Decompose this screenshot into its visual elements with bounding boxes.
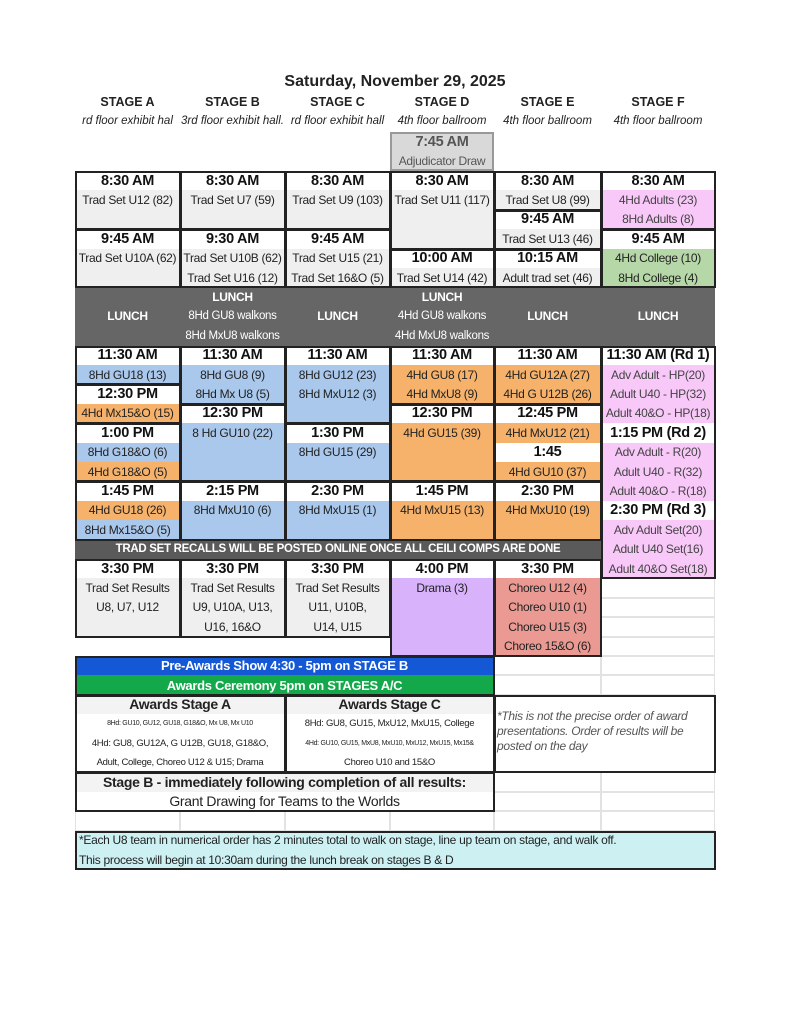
schedule-cell: 4Hd G U12B (26) xyxy=(494,384,601,403)
schedule-cell: Choreo U12 (4) xyxy=(494,578,601,597)
grid-cell xyxy=(601,578,715,597)
schedule-cell: 2:30 PM xyxy=(494,481,601,500)
schedule-cell: U14, U15 xyxy=(285,617,390,636)
grid-cell xyxy=(601,675,715,694)
schedule-cell: 9:45 AM xyxy=(285,229,390,248)
schedule-cell: 4Hd College (10) xyxy=(601,249,715,268)
schedule-cell: Adult 40&O - R(18) xyxy=(601,481,715,500)
stage-name: STAGE A xyxy=(100,95,155,109)
schedule-cell: 4Hd: GU8, GU12A, G U12B, GU18, G18&O, xyxy=(75,734,285,753)
stage-name: STAGE C xyxy=(310,95,365,109)
schedule-cell: 8:30 AM xyxy=(494,171,601,190)
empty-cell xyxy=(75,268,180,287)
grid-cell xyxy=(601,792,715,811)
stage-name: STAGE B xyxy=(205,95,260,109)
schedule-cell: 4Hd Mx15&O (15) xyxy=(75,404,180,423)
schedule-cell: 4Hd MxU15 (13) xyxy=(390,501,494,520)
schedule-cell: 8Hd MxU12 (3) xyxy=(285,384,390,403)
schedule-cell: 8:30 AM xyxy=(285,171,390,190)
schedule-cell: 4Hd GU12A (27) xyxy=(494,365,601,384)
stage-b-note-title: Stage B - immediately following completion of all results: xyxy=(75,772,494,791)
schedule-cell: Adult 40&O Set(18) xyxy=(601,559,715,578)
lunch-block: LUNCH xyxy=(390,287,494,306)
schedule-cell: 8Hd: GU10, GU12, GU18, G18&O, Mx U8, Mx U10 xyxy=(75,714,285,733)
stage-b-note-sub: Grant Drawing for Teams to the Worlds xyxy=(75,792,494,811)
schedule-cell: Trad Set U14 (42) xyxy=(390,268,494,287)
schedule-cell: 3:30 PM xyxy=(75,559,180,578)
grid-cell xyxy=(601,598,715,617)
empty-cell xyxy=(180,443,285,482)
schedule-cell: Trad Set U13 (46) xyxy=(494,229,601,248)
schedule-cell: 12:30 PM xyxy=(75,384,180,403)
grid-cell xyxy=(494,792,601,811)
schedule-cell: 8Hd GU15 (29) xyxy=(285,443,390,462)
schedule-cell: 1:00 PM xyxy=(75,423,180,442)
schedule-cell: 11:30 AM xyxy=(390,346,494,365)
schedule-cell: Trad Set U10A (62) xyxy=(75,249,180,268)
schedule-cell: 4Hd MxU8 (9) xyxy=(390,384,494,403)
lunch-block: LUNCH xyxy=(75,287,180,345)
schedule-cell: Choreo 15&O (6) xyxy=(494,637,601,656)
empty-cell xyxy=(390,210,494,249)
schedule-cell: Trad Set U15 (21) xyxy=(285,249,390,268)
schedule-cell: U11, U10B, xyxy=(285,598,390,617)
schedule-cell: Adv Adult - R(20) xyxy=(601,443,715,462)
pre-awards-banner: Pre-Awards Show 4:30 - 5pm on STAGE B xyxy=(75,656,494,675)
stage-name: STAGE F xyxy=(631,95,685,109)
schedule-cell: Trad Set U8 (99) xyxy=(494,190,601,209)
empty-cell xyxy=(285,404,390,423)
lunch-block: LUNCH xyxy=(285,287,390,345)
schedule-cell: U8, U7, U12 xyxy=(75,598,180,617)
empty-cell xyxy=(285,520,390,539)
schedule-cell: 1:30 PM xyxy=(285,423,390,442)
schedule-cell: Adult 40&O - HP(18) xyxy=(601,404,715,423)
schedule-cell: 1:45 xyxy=(494,443,601,462)
schedule-cell: Choreo U10 (1) xyxy=(494,598,601,617)
schedule-cell: 4Hd Adults (23) xyxy=(601,190,715,209)
footer-note: *Each U8 team in numerical order has 2 minutes total to walk on stage, line up team on stage, and walk off. xyxy=(75,831,715,850)
stage-name: STAGE E xyxy=(520,95,575,109)
schedule-cell: Trad Set Results xyxy=(285,578,390,597)
grid-cell xyxy=(494,675,601,694)
grid-cell xyxy=(601,772,715,791)
schedule-cell: 3:30 PM xyxy=(285,559,390,578)
empty-cell xyxy=(390,598,494,656)
schedule-cell: 4Hd MxU12 (21) xyxy=(494,423,601,442)
stage-location: 4th floor ballroom xyxy=(503,115,592,127)
schedule-cell: 11:30 AM xyxy=(180,346,285,365)
schedule-cell: 4Hd G18&O (5) xyxy=(75,462,180,481)
grid-cell xyxy=(285,811,390,830)
adjudicator-label: Adjudicator Draw xyxy=(390,152,494,171)
empty-cell xyxy=(180,210,285,229)
schedule-cell: 9:45 AM xyxy=(494,210,601,229)
adjudicator-time: 7:45 AM xyxy=(390,132,494,151)
grid-cell xyxy=(494,772,601,791)
recalls-banner: TRAD SET RECALLS WILL BE POSTED ONLINE ONCE ALL CEILI COMPS ARE DONE xyxy=(75,540,601,559)
schedule-cell: 3:30 PM xyxy=(180,559,285,578)
schedule-cell: 8Hd GU8 walkons xyxy=(180,307,285,326)
schedule-cell: Adult U40 - HP(32) xyxy=(601,384,715,403)
schedule-cell: 8Hd Adults (8) xyxy=(601,210,715,229)
schedule-cell: 8Hd: GU8, GU15, MxU12, MxU15, College xyxy=(285,714,494,733)
schedule-cell: Trad Set U9 (103) xyxy=(285,190,390,209)
schedule-cell: 8:30 AM xyxy=(390,171,494,190)
schedule-cell: Trad Set U7 (59) xyxy=(180,190,285,209)
schedule-cell: 4Hd MxU8 walkons xyxy=(390,326,494,345)
stage-location: 4th floor ballroom xyxy=(397,115,487,127)
schedule-cell: 1:45 PM xyxy=(390,481,494,500)
schedule-cell: 4:00 PM xyxy=(390,559,494,578)
schedule-cell: 4Hd GU10 (37) xyxy=(494,462,601,481)
schedule-cell: 2:30 PM (Rd 3) xyxy=(601,501,715,520)
empty-cell xyxy=(390,520,494,539)
grid-cell xyxy=(494,811,601,830)
schedule-cell: Trad Set U12 (82) xyxy=(75,190,180,209)
schedule-cell: 8Hd GU8 (9) xyxy=(180,365,285,384)
schedule-cell: 8:30 AM xyxy=(75,171,180,190)
grid-cell xyxy=(601,617,715,636)
grid-cell xyxy=(75,811,180,830)
schedule-cell: 4Hd GU8 walkons xyxy=(390,307,494,326)
schedule-cell: 4Hd GU18 (26) xyxy=(75,501,180,520)
stage-name: STAGE D xyxy=(414,95,470,109)
schedule-cell: 1:45 PM xyxy=(75,481,180,500)
footer-note: This process will begin at 10:30am during the lunch break on stages B & D xyxy=(75,850,715,869)
awards-stage-c-title: Awards Stage C xyxy=(285,695,494,714)
grid-cell xyxy=(180,811,285,830)
schedule-cell: 11:30 AM xyxy=(285,346,390,365)
grid-cell xyxy=(601,811,715,830)
stage-location: 4th floor ballroom xyxy=(613,115,703,127)
awards-ceremony-banner: Awards Ceremony 5pm on STAGES A/C xyxy=(75,675,494,694)
empty-cell xyxy=(390,443,494,482)
schedule-cell: 10:15 AM xyxy=(494,249,601,268)
schedule-cell: 8Hd Mx U8 (5) xyxy=(180,384,285,403)
lunch-block: LUNCH xyxy=(494,287,601,345)
stage-location: rd floor exhibit hal xyxy=(82,115,173,127)
awards-note: *This is not the precise order of award presentations. Order of results will be posted on the day xyxy=(494,695,715,773)
page-title: Saturday, November 29, 2025 xyxy=(284,73,506,90)
schedule-cell: U16, 16&O xyxy=(180,617,285,636)
schedule-cell: Drama (3) xyxy=(390,578,494,597)
schedule-cell: 8Hd G18&O (6) xyxy=(75,443,180,462)
lunch-block: LUNCH xyxy=(601,287,715,345)
empty-cell xyxy=(75,617,180,636)
schedule-cell: 8Hd MxU15 (1) xyxy=(285,501,390,520)
empty-cell xyxy=(285,210,390,229)
schedule-cell: Adult U40 - R(32) xyxy=(601,462,715,481)
schedule-cell: 4Hd: GU10, GU15, MxU8, MxU10, MxU12, MxU15, Mx15& xyxy=(285,734,494,753)
schedule-cell: Adv Adult Set(20) xyxy=(601,520,715,539)
schedule-cell: 8Hd GU18 (13) xyxy=(75,365,180,384)
schedule-cell: 9:30 AM xyxy=(180,229,285,248)
schedule-cell: 2:30 PM xyxy=(285,481,390,500)
schedule-cell: 8:30 AM xyxy=(601,171,715,190)
schedule-cell: Trad Set Results xyxy=(75,578,180,597)
schedule-cell: 10:00 AM xyxy=(390,249,494,268)
schedule-cell: 8 Hd GU10 (22) xyxy=(180,423,285,442)
lunch-block: LUNCH xyxy=(180,287,285,306)
schedule-cell: 12:30 PM xyxy=(390,404,494,423)
schedule-cell: 8Hd College (4) xyxy=(601,268,715,287)
empty-cell xyxy=(494,520,601,539)
schedule-cell: Trad Set U11 (117) xyxy=(390,190,494,209)
schedule-cell: 4Hd GU8 (17) xyxy=(390,365,494,384)
schedule-cell: 8Hd MxU10 (6) xyxy=(180,501,285,520)
schedule-cell: 4Hd GU15 (39) xyxy=(390,423,494,442)
schedule-cell: Adv Adult - HP(20) xyxy=(601,365,715,384)
schedule-cell: Choreo U15 (3) xyxy=(494,617,601,636)
schedule-cell: Trad Set Results xyxy=(180,578,285,597)
grid-cell xyxy=(601,637,715,656)
schedule-cell: 11:30 AM (Rd 1) xyxy=(601,346,715,365)
schedule-cell: Trad Set 16&O (5) xyxy=(285,268,390,287)
schedule-cell: 9:45 AM xyxy=(75,229,180,248)
schedule-cell: U9, U10A, U13, xyxy=(180,598,285,617)
schedule-cell: 3:30 PM xyxy=(494,559,601,578)
schedule-cell: 8Hd Mx15&O (5) xyxy=(75,520,180,539)
awards-stage-a-title: Awards Stage A xyxy=(75,695,285,714)
schedule-cell: Choreo U10 and 15&O xyxy=(285,753,494,772)
grid-cell xyxy=(390,811,494,830)
empty-cell xyxy=(285,462,390,481)
empty-cell xyxy=(180,520,285,539)
schedule-cell: Adult trad set (46) xyxy=(494,268,601,287)
schedule-cell: 11:30 AM xyxy=(494,346,601,365)
schedule-cell: 1:15 PM (Rd 2) xyxy=(601,423,715,442)
schedule-cell: Adult, College, Choreo U12 & U15; Drama xyxy=(75,753,285,772)
schedule-cell: 9:45 AM xyxy=(601,229,715,248)
schedule-cell: 8:30 AM xyxy=(180,171,285,190)
schedule-cell: 8Hd MxU8 walkons xyxy=(180,326,285,345)
schedule-cell: Trad Set U10B (62) xyxy=(180,249,285,268)
stage-location: rd floor exhibit hall xyxy=(290,115,385,127)
schedule-cell: 2:15 PM xyxy=(180,481,285,500)
schedule-cell: 11:30 AM xyxy=(75,346,180,365)
stage-location: 3rd floor exhibit hall. xyxy=(181,115,284,127)
schedule-cell: Trad Set U16 (12) xyxy=(180,268,285,287)
schedule-cell: Adult U40 Set(16) xyxy=(601,540,715,559)
schedule-cell: 8Hd GU12 (23) xyxy=(285,365,390,384)
schedule-cell: 4Hd MxU10 (19) xyxy=(494,501,601,520)
grid-cell xyxy=(494,656,601,675)
empty-cell xyxy=(75,210,180,229)
schedule-cell: 12:45 PM xyxy=(494,404,601,423)
schedule-cell: 12:30 PM xyxy=(180,404,285,423)
grid-cell xyxy=(601,656,715,675)
